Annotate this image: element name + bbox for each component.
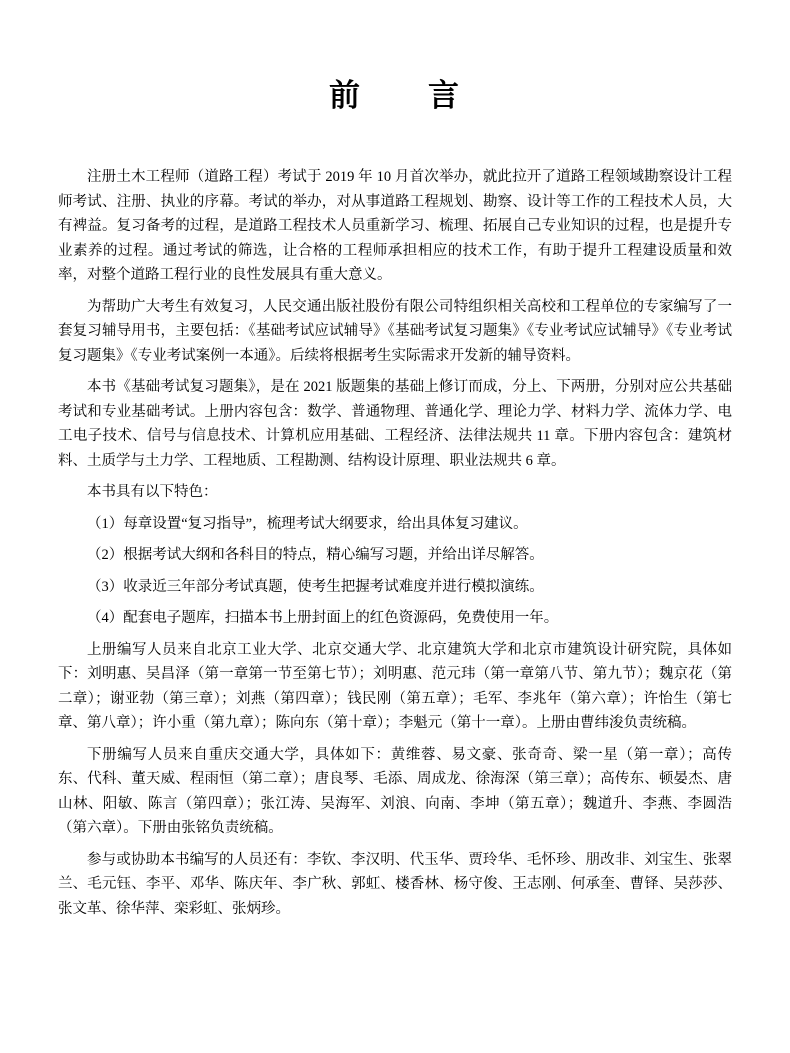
paragraph-lower-volume-authors: 下册编写人员来自重庆交通大学，具体如下：黄维蓉、易文豪、张奇奇、梁一星（第一章）；高传东、代科、董天威、程雨恒（第二章）；唐良琴、毛添、周成龙、徐海深（第三章）；高传东、顿晏杰、唐山林、阳敏、陈言（第四章）；张江涛、吴海军、刘浪、向南、李坤（第五章）；魏道升、李燕、李圆浩（第六章）。下册由张铭负责统稿。 [58,746,732,836]
paragraph-upper-volume-authors: 上册编写人员来自北京工业大学、北京交通大学、北京建筑大学和北京市建筑设计研究院，具体如下：刘明惠、吴昌泽（第一章第一节至第七节）；刘明惠、范元玮（第一章第八节、第九节）；魏京花（第二章）；谢亚勃（第三章）；刘燕（第四章）；钱民刚（第五章）；毛军、李兆年（第六章）；许怡生（第七章、第八章）；许小重（第九章）；陈向东（第十章）；李魁元（第十一章）。上册由曹纬浚负责统稿。 [58,641,732,731]
feature-item-2: （2）根据考试大纲和各科目的特点，精心编写习题，并给出详尽解答。 [87,547,544,563]
paragraph-contributors: 参与或协助本书编写的人员还有：李钦、李汉明、代玉华、贾玲华、毛怀珍、朋改非、刘宝生、张翠兰、毛元钰、李平、邓华、陈庆年、李广秋、郭虹、楼香林、杨守俊、王志刚、何承奎、曹铎、吴莎莎、张文革、徐华萍、栾彩虹、张炳珍。 [58,851,732,917]
paragraph-book-content: 本书《基础考试复习题集》，是在 2021 版题集的基础上修订而成，分上、下两册，分别对应公共基础考试和专业基础考试。上册内容包含：数学、普通物理、普通化学、理论力学、材料力学、流体力学、电工电子技术、信号与信息技术、计算机应用基础、工程经济、法律法规共 11 章。下册内容包含：建筑材料、土质学与土力学、工程地质、工程勘测、结构设计原理、职业法规共 6 章。 [58,379,732,469]
paragraph-series: 为帮助广大考生有效复习，人民交通出版社股份有限公司特组织相关高校和工程单位的专家编写了一套复习辅导用书，主要包括：《基础考试应试辅导》《基础考试复习题集》《专业考试应试辅导》《专业考试复习题集》《专业考试案例一本通》。后续将根据考生实际需求开发新的辅导资料。 [58,298,732,364]
paragraph-features-heading: 本书具有以下特色： [87,484,218,500]
preface-body [58,165,732,921]
feature-item-1: （1）每章设置“复习指导”，梳理考试大纲要求，给出具体复习建议。 [87,515,528,532]
feature-item-4: （4）配套电子题库，扫描本书上册封面上的红色资源码，免费使用一年。 [87,610,559,626]
feature-item-3: （3）收录近三年部分考试真题，使考生把握考试难度并进行模拟演练。 [87,578,544,595]
page-title: 前 言 [329,78,461,113]
paragraph-intro: 注册土木工程师（道路工程）考试于 2019 年 10 月首次举办，就此拉开了道路工程领域勘察设计工程师考试、注册、执业的序幕。考试的举办，对从事道路工程规划、勘察、设计等工作的工程技术人员，大有裨益。复习备考的过程，是道路工程技术人员重新学习、梳理、拓展自己专业知识的过程，也是提升专业素养的过程。通过考试的筛选，让合格的工程师承担相应的技术工作，有助于提升工程建设质量和效率，对整个道路工程行业的良性发展具有重大意义。 [58,169,732,283]
